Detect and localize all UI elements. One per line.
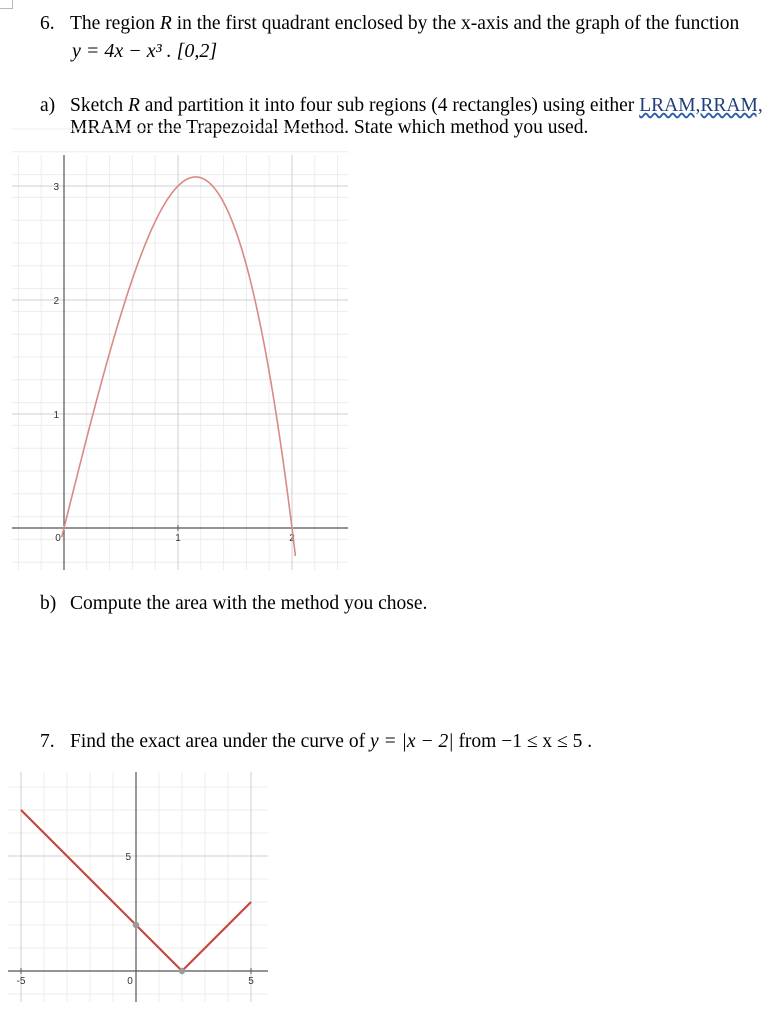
q7-expression: y = |x − 2| bbox=[369, 731, 454, 752]
x-tick-label: 2 bbox=[289, 533, 295, 544]
graph-4x-minus-x-cubed bbox=[0, 155, 350, 570]
x-tick-label: 0 bbox=[127, 976, 133, 987]
y-tick-label: 1 bbox=[53, 410, 59, 421]
method-link[interactable]: LRAM,RRAM, bbox=[639, 95, 763, 116]
x-tick-label: 1 bbox=[175, 533, 181, 544]
function-curve bbox=[62, 177, 296, 556]
y-tick-label: 5 bbox=[125, 852, 131, 863]
y-tick-label: 3 bbox=[53, 182, 59, 193]
part-b-label: b) bbox=[40, 593, 57, 614]
question-6-function: y = 4x − x³ . [0,2] bbox=[72, 40, 218, 62]
graph-abs-x-minus-2 bbox=[0, 772, 270, 1002]
page-corner-mark bbox=[0, 0, 13, 9]
key-point bbox=[179, 968, 185, 974]
x-tick-label: -5 bbox=[16, 976, 26, 987]
part-a-line2: MRAM or the Trapezoidal Method. State which method you used. bbox=[70, 117, 589, 138]
x-tick-label: 0 bbox=[55, 533, 61, 544]
x-tick-label: 5 bbox=[248, 976, 254, 987]
question-6-number: 6. bbox=[40, 13, 55, 34]
question-7-number: 7. bbox=[40, 731, 55, 752]
part-a-label: a) bbox=[40, 95, 56, 116]
y-tick-label: 2 bbox=[53, 296, 59, 307]
key-point bbox=[133, 922, 139, 928]
